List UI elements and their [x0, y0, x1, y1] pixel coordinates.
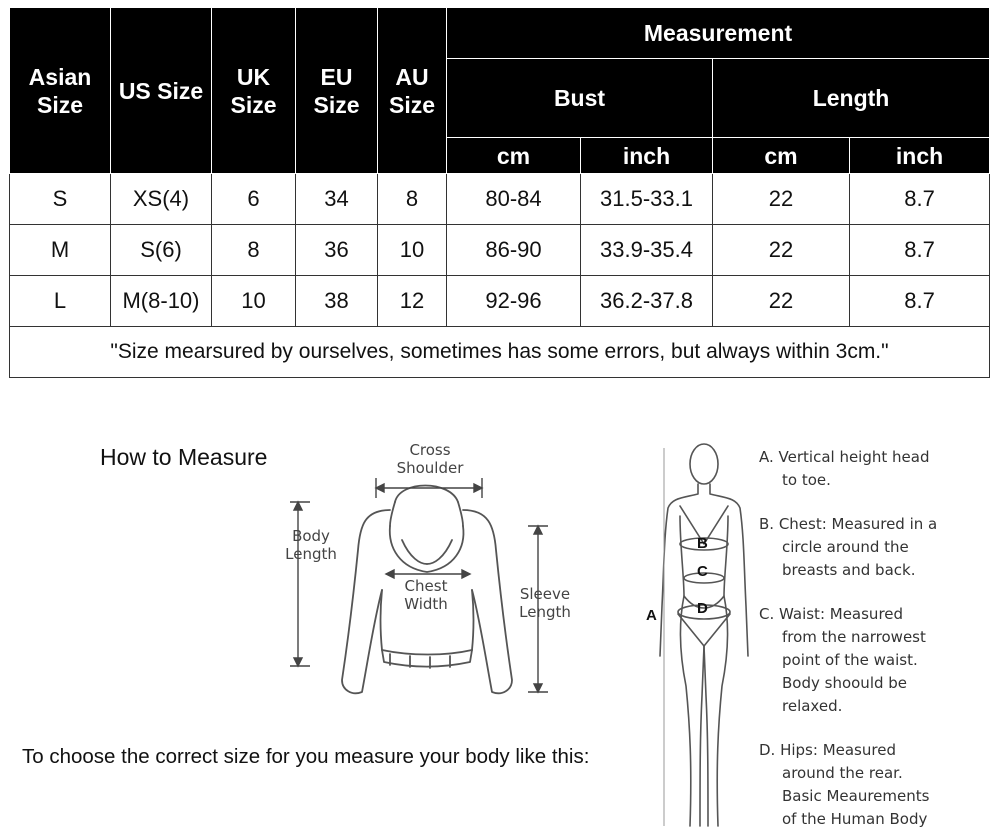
table-cell: 8.7	[850, 174, 990, 225]
size-chart-table	[9, 7, 990, 378]
table-cell: 36.2-37.8	[581, 276, 713, 327]
desc-c-line2: from the narrowest	[782, 628, 926, 646]
desc-b-line2: circle around the	[782, 538, 909, 556]
table-cell: 8	[378, 174, 447, 225]
header-bust-inch: inch	[581, 138, 713, 174]
header-uk-size: UK Size	[212, 8, 296, 174]
table-cell: 8.7	[850, 225, 990, 276]
desc-d-line4: of the Human Body	[782, 810, 928, 828]
sleeve-length-label	[508, 585, 582, 621]
how-to-measure-title: How to Measure	[100, 444, 268, 470]
measurement-descriptions	[759, 446, 999, 831]
body-length-label-line2: Length	[285, 545, 337, 563]
table-cell: 86-90	[447, 225, 581, 276]
table-cell: XS(4)	[111, 174, 212, 225]
header-measurement: Measurement	[447, 8, 990, 59]
header-bust-cm: cm	[447, 138, 581, 174]
table-cell: 22	[713, 225, 850, 276]
table-cell: 31.5-33.1	[581, 174, 713, 225]
header-bust: Bust	[447, 59, 713, 138]
table-cell: 8	[212, 225, 296, 276]
table-cell: 33.9-35.4	[581, 225, 713, 276]
marker-a: A	[646, 607, 657, 624]
sleeve-length-label-line1: Sleeve	[519, 585, 571, 603]
desc-b-line1: B. Chest: Measured in a	[759, 515, 938, 533]
desc-a-line1: A. Vertical height head	[759, 448, 930, 466]
desc-d-line1: D. Hips: Measured	[759, 741, 896, 759]
table-cell: 36	[296, 225, 378, 276]
table-cell: L	[10, 276, 111, 327]
chest-width-label-line2: Width	[404, 595, 448, 613]
header-length-inch: inch	[850, 138, 990, 174]
choose-size-text: To choose the correct size for you measure your body like this:	[22, 745, 590, 768]
table-cell: S(6)	[111, 225, 212, 276]
table-cell: 8.7	[850, 276, 990, 327]
table-cell: 92-96	[447, 276, 581, 327]
header-au-size: AU Size	[378, 8, 447, 174]
chest-width-label	[390, 577, 462, 613]
table-cell: 22	[713, 174, 850, 225]
sleeve-length-label-line2: Length	[519, 603, 571, 621]
table-cell: 10	[212, 276, 296, 327]
header-length-cm: cm	[713, 138, 850, 174]
sweater-illustration	[270, 440, 590, 710]
header-asian-size: Asian Size	[10, 8, 111, 174]
header-eu-size: EU Size	[296, 8, 378, 174]
header-length: Length	[713, 59, 990, 138]
desc-c-line3: point of the waist.	[782, 651, 918, 669]
desc-a-line2: to toe.	[782, 471, 831, 489]
cross-shoulder-label-line2: Shoulder	[396, 459, 464, 477]
table-cell: 12	[378, 276, 447, 327]
table-cell: 34	[296, 174, 378, 225]
marker-d: D	[697, 600, 708, 617]
cross-shoulder-label-line1: Cross	[409, 441, 451, 459]
body-length-label	[276, 527, 346, 563]
desc-c-line4: Body shoould be	[782, 674, 908, 692]
marker-b: B	[697, 535, 708, 552]
body-figure-illustration	[640, 436, 750, 836]
table-cell: 38	[296, 276, 378, 327]
table-cell: 6	[212, 174, 296, 225]
table-row	[10, 174, 990, 225]
table-cell: M	[10, 225, 111, 276]
table-cell: M(8-10)	[111, 276, 212, 327]
table-row	[10, 225, 990, 276]
desc-d-line2: around the rear.	[782, 764, 903, 782]
desc-c-line1: C. Waist: Measured	[759, 605, 904, 623]
desc-d-line3: Basic Meaurements	[782, 787, 930, 805]
desc-c-line5: relaxed.	[782, 697, 843, 715]
desc-b-line3: breasts and back.	[782, 561, 916, 579]
body-length-label-line1: Body	[292, 527, 330, 545]
table-cell: 22	[713, 276, 850, 327]
header-us-size: US Size	[111, 8, 212, 174]
table-note: "Size mearsured by ourselves, sometimes has some errors, but always within 3cm."	[10, 327, 990, 378]
marker-c: C	[697, 563, 708, 580]
table-cell: S	[10, 174, 111, 225]
table-row	[10, 276, 990, 327]
table-cell: 80-84	[447, 174, 581, 225]
table-cell: 10	[378, 225, 447, 276]
cross-shoulder-label	[385, 441, 475, 477]
chest-width-label-line1: Chest	[404, 577, 448, 595]
